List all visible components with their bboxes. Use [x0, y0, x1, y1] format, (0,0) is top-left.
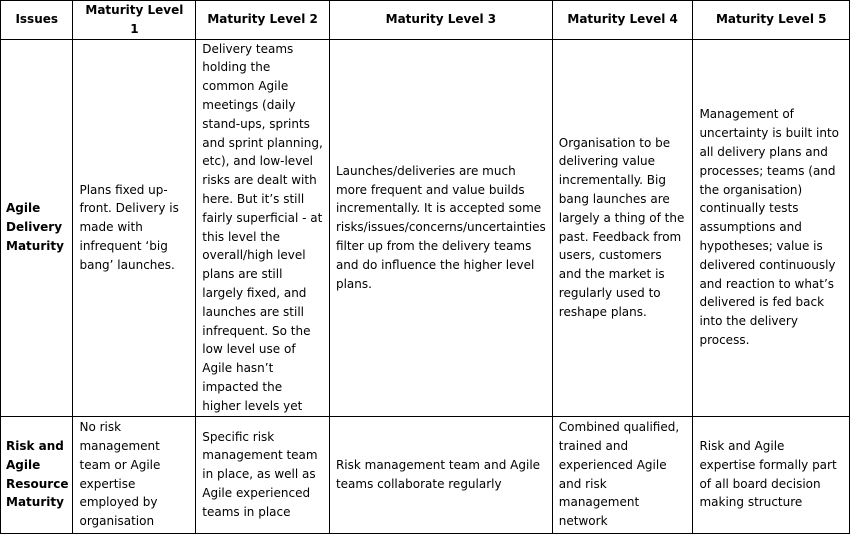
table-row [1, 416, 850, 533]
level-3-cell: Launches/deliveries are much more frequent and value builds incrementally. It is accepted some risks/issues/concerns/uncertainties filter up from the delivery teams and do influence the higher level plans. [329, 39, 552, 416]
header-row [1, 1, 850, 40]
level-5-cell: Management of uncertainty is built into all delivery plans and processes; teams (and the organisation) continually tests assumptions and hypotheses; value is delivered continuously and reaction to what’s delivered is fed back into the delivery process. [693, 39, 850, 416]
header-level-5: Maturity Level 5 [693, 1, 850, 40]
level-1-cell: No risk management team or Agile expertise employed by organisation [73, 416, 196, 533]
issue-cell: Agile Delivery Maturity [1, 39, 73, 416]
level-3-cell: Risk management team and Agile teams collaborate regularly [329, 416, 552, 533]
level-4-cell: Organisation to be delivering value incrementally. Big bang launches are largely a thing of the past. Feedback from users, customers and the market is regularly used to reshape plans. [552, 39, 693, 416]
header-level-4: Maturity Level 4 [552, 1, 693, 40]
level-1-cell: Plans fixed up-front. Delivery is made with infrequent ‘big bang’ launches. [73, 39, 196, 416]
level-2-cell: Specific risk management team in place, as well as Agile experienced teams in place [196, 416, 330, 533]
table-row [1, 39, 850, 416]
header-level-3: Maturity Level 3 [329, 1, 552, 40]
header-level-1: Maturity Level 1 [73, 1, 196, 40]
level-4-cell: Combined qualified, trained and experienced Agile and risk management network [552, 416, 693, 533]
header-issues: Issues [1, 1, 73, 40]
level-5-cell: Risk and Agile expertise formally part of all board decision making structure [693, 416, 850, 533]
header-level-2: Maturity Level 2 [196, 1, 330, 40]
issue-cell: Risk and Agile Resource Maturity [1, 416, 73, 533]
level-2-cell: Delivery teams holding the common Agile meetings (daily stand-ups, sprints and sprint planning, etc), and low-level risks are dealt with here. But it’s still fairly superficial - at this level the overall/high level plans are still largely fixed, and launches are still infrequent. So the low level use of Agile hasn’t impacted the higher levels yet [196, 39, 330, 416]
